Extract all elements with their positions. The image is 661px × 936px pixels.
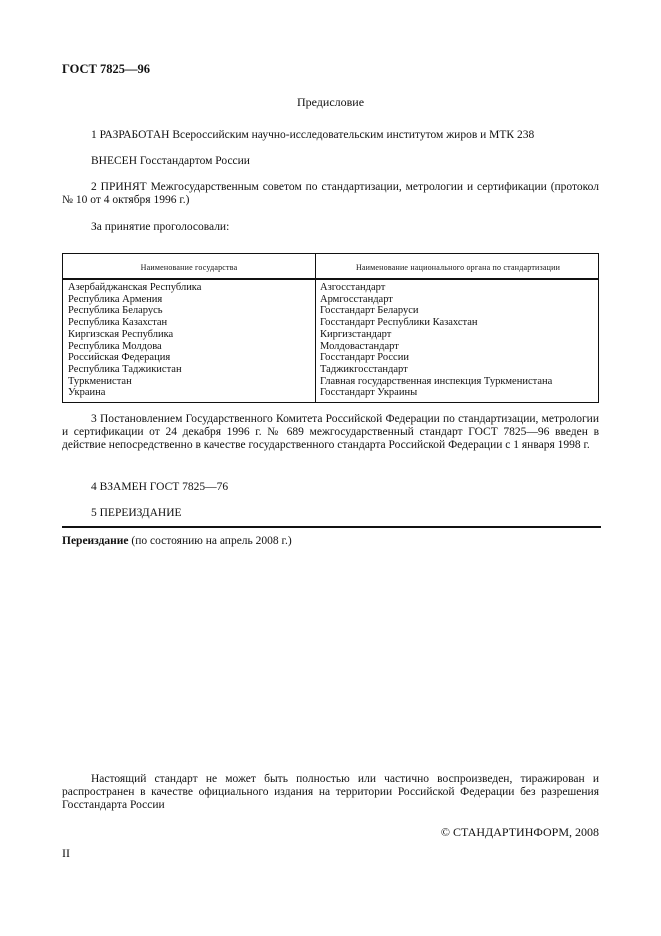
voting-table <box>62 253 599 403</box>
reissue-label: Переиздание <box>62 535 129 547</box>
table-cell-body: Киргизстандарт <box>320 328 392 340</box>
reissue-date: (по состоянию на апрель 2008 г.) <box>128 535 292 547</box>
table-cell-body: Молдовастандарт <box>320 340 399 352</box>
table-cell-body: Главная государственная инспекция Туркменистана <box>320 375 553 387</box>
copyright-notice: Настоящий стандарт не может быть полностью или частично воспроизведен, тиражирован и распространен в качестве официального издания на территории Российской Федерации без разрешения Госстандарта России <box>62 773 599 811</box>
state-list <box>68 282 201 399</box>
table-cell-state: Украина <box>68 387 106 399</box>
paragraph-adopted: 2 ПРИНЯТ Межгосударственным советом по стандартизации, метрологии и сертификации (протокол № 10 от 4 октября 1996 г.) <box>62 181 599 206</box>
body-list <box>320 282 552 399</box>
page-number: II <box>62 846 70 860</box>
table-cell-body: Госстандарт Беларуси <box>320 305 419 317</box>
page-title: Предисловие <box>296 95 365 109</box>
paragraph-developed: 1 РАЗРАБОТАН Всероссийским научно-исследовательским институтом жиров и МТК 238 <box>91 129 535 141</box>
table-cell-state: Туркменистан <box>68 375 132 387</box>
copyright-line: © СТАНДАРТИНФОРМ, 2008 <box>440 825 599 839</box>
table-cell-state: Республика Беларусь <box>68 305 163 317</box>
paragraph-resolution: 3 Постановлением Государственного Комитета Российской Федерации по стандартизации, метрологии и сертификации от 24 декабря 1996 г. № 689 межгосударственный стандарт ГОСТ 7825—96 введен в действие непосредственно в качестве государственного стандарта Российской Федерации с 1 января 1998 г. <box>62 413 599 451</box>
table-cell-state: Республика Таджикистан <box>68 363 182 375</box>
table-column-divider <box>315 254 316 402</box>
table-cell-state: Республика Армения <box>68 293 163 305</box>
table-header-divider <box>63 278 598 280</box>
table-cell-state: Республика Казахстан <box>68 317 168 329</box>
table-cell-body: Госстандарт Украины <box>320 387 418 399</box>
table-cell-body: Госстандарт Республики Казахстан <box>320 317 478 329</box>
reissue-note <box>62 535 292 548</box>
table-cell-state: Киргизская Республика <box>68 328 174 340</box>
table-cell-body: Госстандарт России <box>320 352 409 364</box>
paragraph-introduced: ВНЕСЕН Госстандартом России <box>91 155 250 167</box>
table-cell-body: Азгосстандарт <box>320 282 386 293</box>
table-cell-body: Армгосстандарт <box>320 293 393 305</box>
paragraph-replaces: 4 ВЗАМЕН ГОСТ 7825—76 <box>91 481 229 493</box>
table-cell-state: Российская Федерация <box>68 352 171 364</box>
table-header-body: Наименование национального органа по стандартизации <box>355 263 561 272</box>
table-cell-body: Таджикгосстандарт <box>320 363 408 375</box>
table-cell-state: Республика Молдова <box>68 340 162 352</box>
table-header-state: Наименование государства <box>140 263 238 272</box>
table-cell-state: Азербайджанская Республика <box>68 282 202 293</box>
section-divider <box>62 526 601 528</box>
paragraph-voted: За принятие проголосовали: <box>91 221 230 233</box>
standard-id: ГОСТ 7825—96 <box>62 62 151 76</box>
paragraph-reissue: 5 ПЕРЕИЗДАНИЕ <box>91 507 182 519</box>
